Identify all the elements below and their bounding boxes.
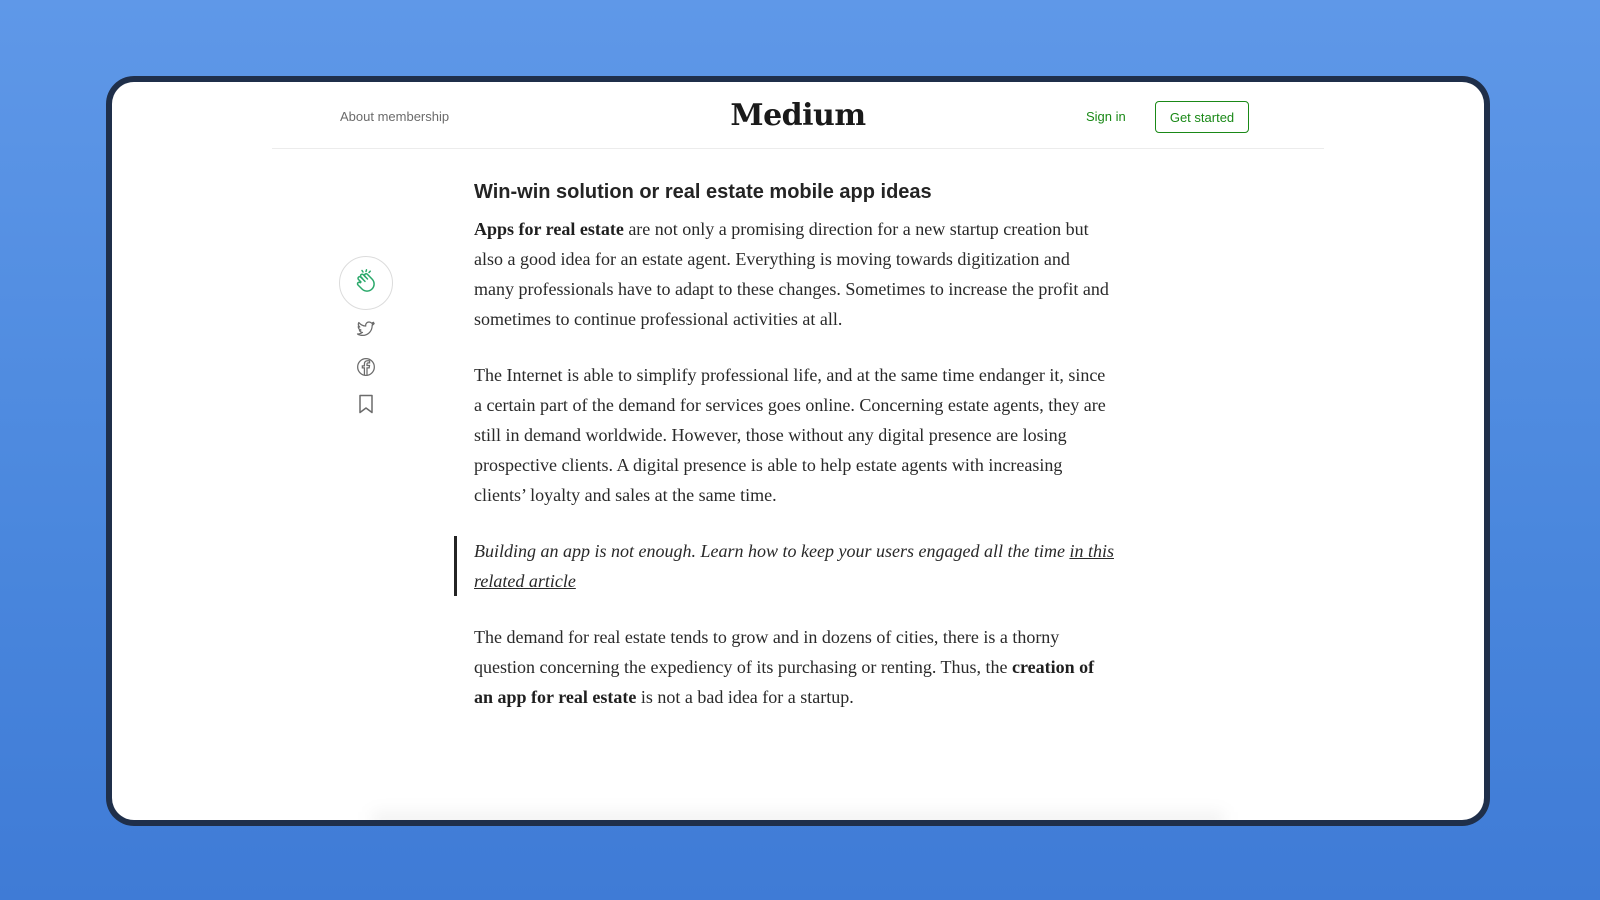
sign-in-link[interactable]: Sign in [1086,109,1126,124]
paragraph-text: are not only a promising direction for a new startup creation but also a good idea for an estate agent. Everything is moving towards digitization and many professionals have to adapt to these changes. Sometimes to increase the profit and sometimes to continue professional activities at all. [474,219,1109,329]
bookmark-button[interactable] [356,394,376,414]
paragraph-2: The Internet is able to simplify professional life, and at the same time endanger it, since a certain part of the demand for services goes online. Concerning estate agents, they are still in demand worldwide. However, those without any digital presence are losing prospective clients. A digital presence is able to help estate agents with increasing clients’ loyalty and sales at the same time. [474,365,1106,505]
browser-viewport [112,82,1484,820]
facebook-share[interactable] [356,357,376,377]
section-heading: Win-win solution or real estate mobile app ideas [474,181,932,203]
blockquote [474,536,1114,596]
quote-text: Building an app is not enough. Learn how to keep your users engaged all the time [474,541,1070,561]
bookmark-icon [358,394,374,414]
article-body [474,178,1114,738]
paragraph-1 [474,214,1114,334]
bold-phrase: Apps for real estate [474,219,624,239]
related-article-link[interactable]: in this related article [474,541,1114,591]
twitter-icon [356,321,376,339]
about-membership-link[interactable]: About membership [340,109,450,124]
paragraph-text: The demand for real estate tends to grow and in dozens of cities, there is a thorny question concerning the expediency of its purchasing or renting. Thus, the [474,627,1060,677]
paragraph-3 [474,622,1114,712]
bold-phrase: creation of an app for real estate [474,657,1095,707]
twitter-share[interactable] [356,320,376,340]
clap-icon [351,268,381,298]
blockquote-bar [454,536,457,596]
header-divider [272,148,1324,149]
bottom-shadow [372,812,1224,820]
paragraph-text: is not a bad idea for a startup. [636,687,854,707]
get-started-button[interactable]: Get started [1155,101,1249,133]
medium-logo[interactable]: Medium [730,98,866,133]
facebook-icon [356,357,376,377]
blockquote-text [474,536,1114,596]
clap-button[interactable] [339,256,393,310]
